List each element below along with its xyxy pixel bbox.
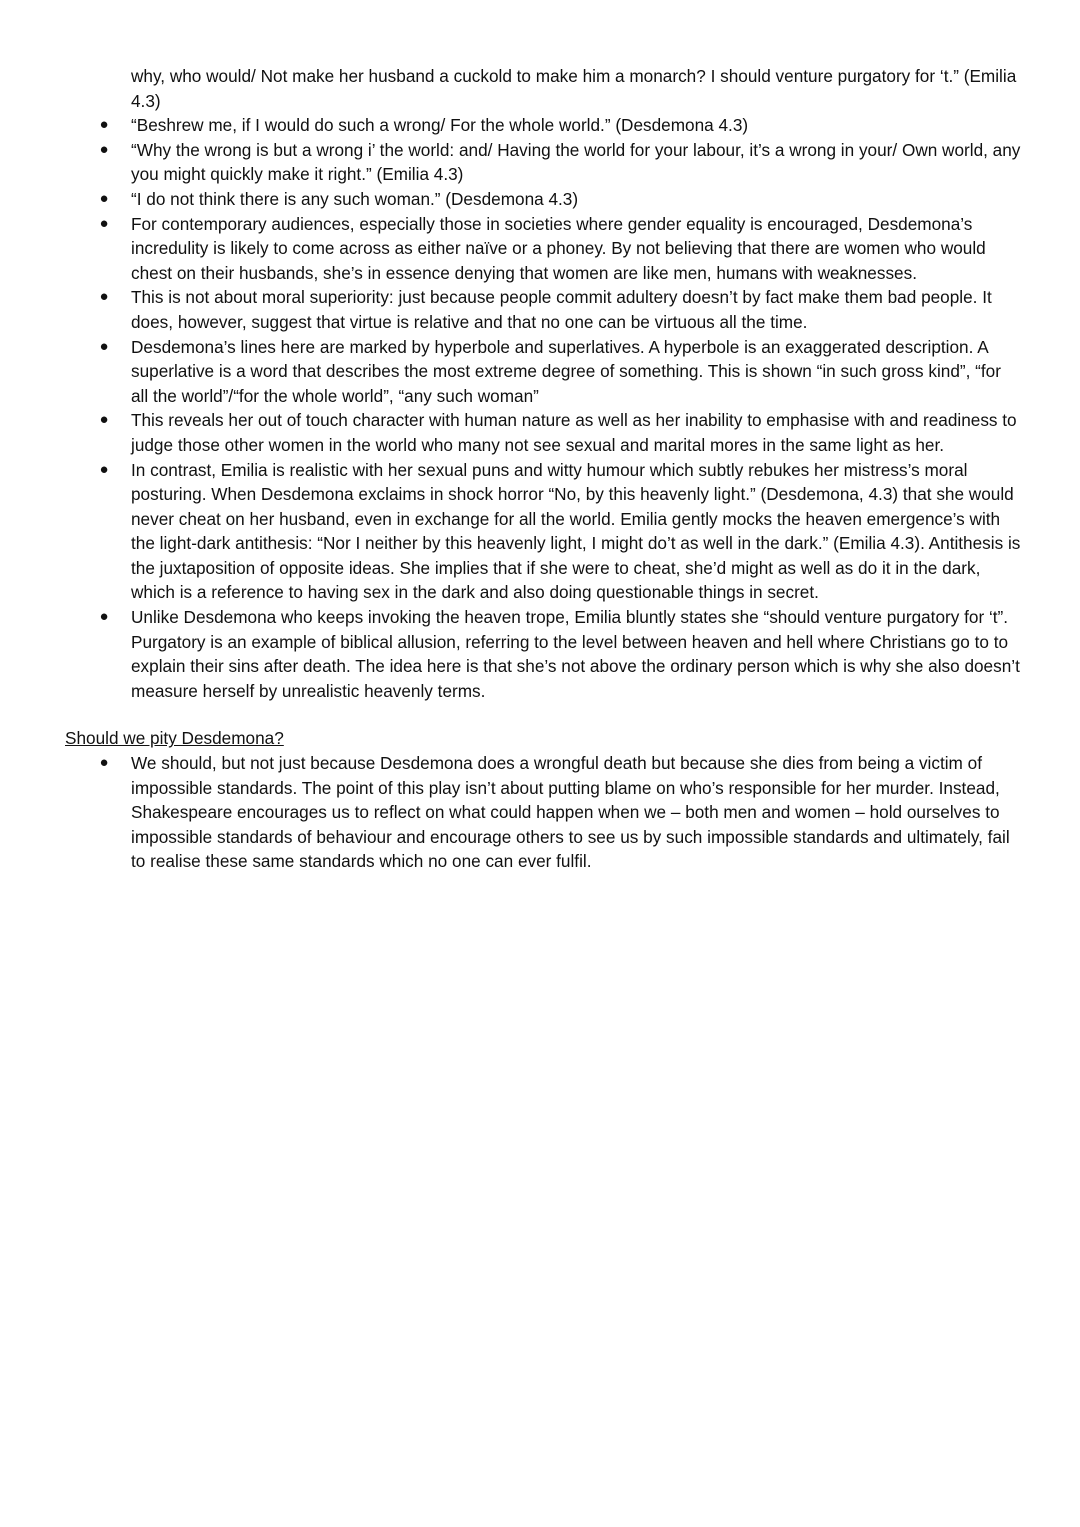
continuation-paragraph: why, who would/ Not make her husband a cuckold to make him a monarch? I should venture purgatory for ‘t.” (Emilia 4.3) [131,66,1017,111]
bullet-icon: ● [99,140,109,158]
list-item [99,335,1021,409]
bullet-icon: ● [99,337,109,355]
list-item-text: We should, but not just because Desdemona does a wrongful death but because she dies from being a victim of impossible standards. The point of this play isn’t about putting blame on who’s responsible for her murder. Instead, Shakespeare encourages us to reflect on what could happen when we – both men and women – hold ourselves to impossible standards of behaviour and encourage others to see us by such impossible standards and ultimately, fail to realise these same standards which no one can ever fulfil. [131,753,1010,872]
bullet-icon: ● [99,288,109,306]
list-item-text: This reveals her out of touch character with human nature as well as her inability to emphasise with and readiness to judge those other women in the world who many not see sexual and marital mores in the same light as her. [131,410,1017,455]
list-item-text: “Beshrew me, if I would do such a wrong/ For the whole world.” (Desdemona 4.3) [131,115,749,136]
bullet-icon: ● [99,608,109,626]
bullet-icon: ● [99,754,109,772]
list-item-text: “I do not think there is any such woman.” (Desdemona 4.3) [131,188,579,209]
list-item-text: In contrast, Emilia is realistic with her sexual puns and witty humour which subtly rebukes her mistress’s moral posturing. When Desdemona exclaims in shock horror “No, by this heavenly light.” (Desdemona, 4.3) that she would never cheat on her husband, even in exchange for all the world. Emilia gently mocks the heaven emergence’s with the light-dark antithesis: “Nor I neither by this heavenly light, I might do’t as well in the dark.” (Emilia 4.3). Antithesis is the juxtaposition of opposite ideas. She implies that if she were to cheat, she’d might as well as do it in the dark, which is a reference to having sex in the dark and also doing questionable things in secret. [131,459,1021,603]
bullet-icon: ● [99,116,109,134]
list-item [99,605,1021,703]
bullet-list-pity [0,751,1080,874]
list-item-text: Desdemona’s lines here are marked by hyperbole and superlatives. A hyperbole is an exaggerated description. A superlative is a word that describes the most extreme degree of something. This is shown “in such gross kind”, “for all the world”/“for the whole world”, “any such woman” [131,336,1001,406]
list-item [99,408,1021,457]
list-item-text: Unlike Desdemona who keeps invoking the heaven trope, Emilia bluntly states she “should venture purgatory for ‘t”. Purgatory is an example of biblical allusion, referring to the level between heaven and hell where Christians go to to explain their sins after death. The idea here is that she’s not above the ordinary person which is why she also doesn’t measure herself by unrealistic heavenly terms. [131,607,1020,701]
bullet-icon: ● [99,189,109,207]
list-item [99,138,1021,187]
bullet-list-analysis [0,113,1080,703]
list-item-text: For contemporary audiences, especially those in societies where gender equality is encouraged, Desdemona’s incredulity is likely to come across as either naïve or a phoney. By not believing that there are women who would chest on their husbands, she’s in essence denying that women are like men, humans with weaknesses. [131,213,986,283]
bullet-icon: ● [99,460,109,478]
list-item [99,751,1021,874]
list-item-text: This is not about moral superiority: just because people commit adultery doesn’t by fact make them bad people. It does, however, suggest that virtue is relative and that no one can be virtuous all the time. [131,287,992,332]
list-item [99,187,1021,212]
document-page [0,64,1080,874]
section-heading: Should we pity Desdemona? [65,728,284,749]
list-item-text: “Why the wrong is but a wrong i’ the world: and/ Having the world for your labour, it’s a wrong in your/ Own world, any you might quickly make it right.” (Emilia 4.3) [131,139,1021,185]
list-item [99,285,1021,334]
list-item [99,458,1021,606]
bullet-icon: ● [99,214,109,232]
list-item [99,212,1021,286]
list-item [99,113,1021,138]
bullet-icon: ● [99,411,109,429]
